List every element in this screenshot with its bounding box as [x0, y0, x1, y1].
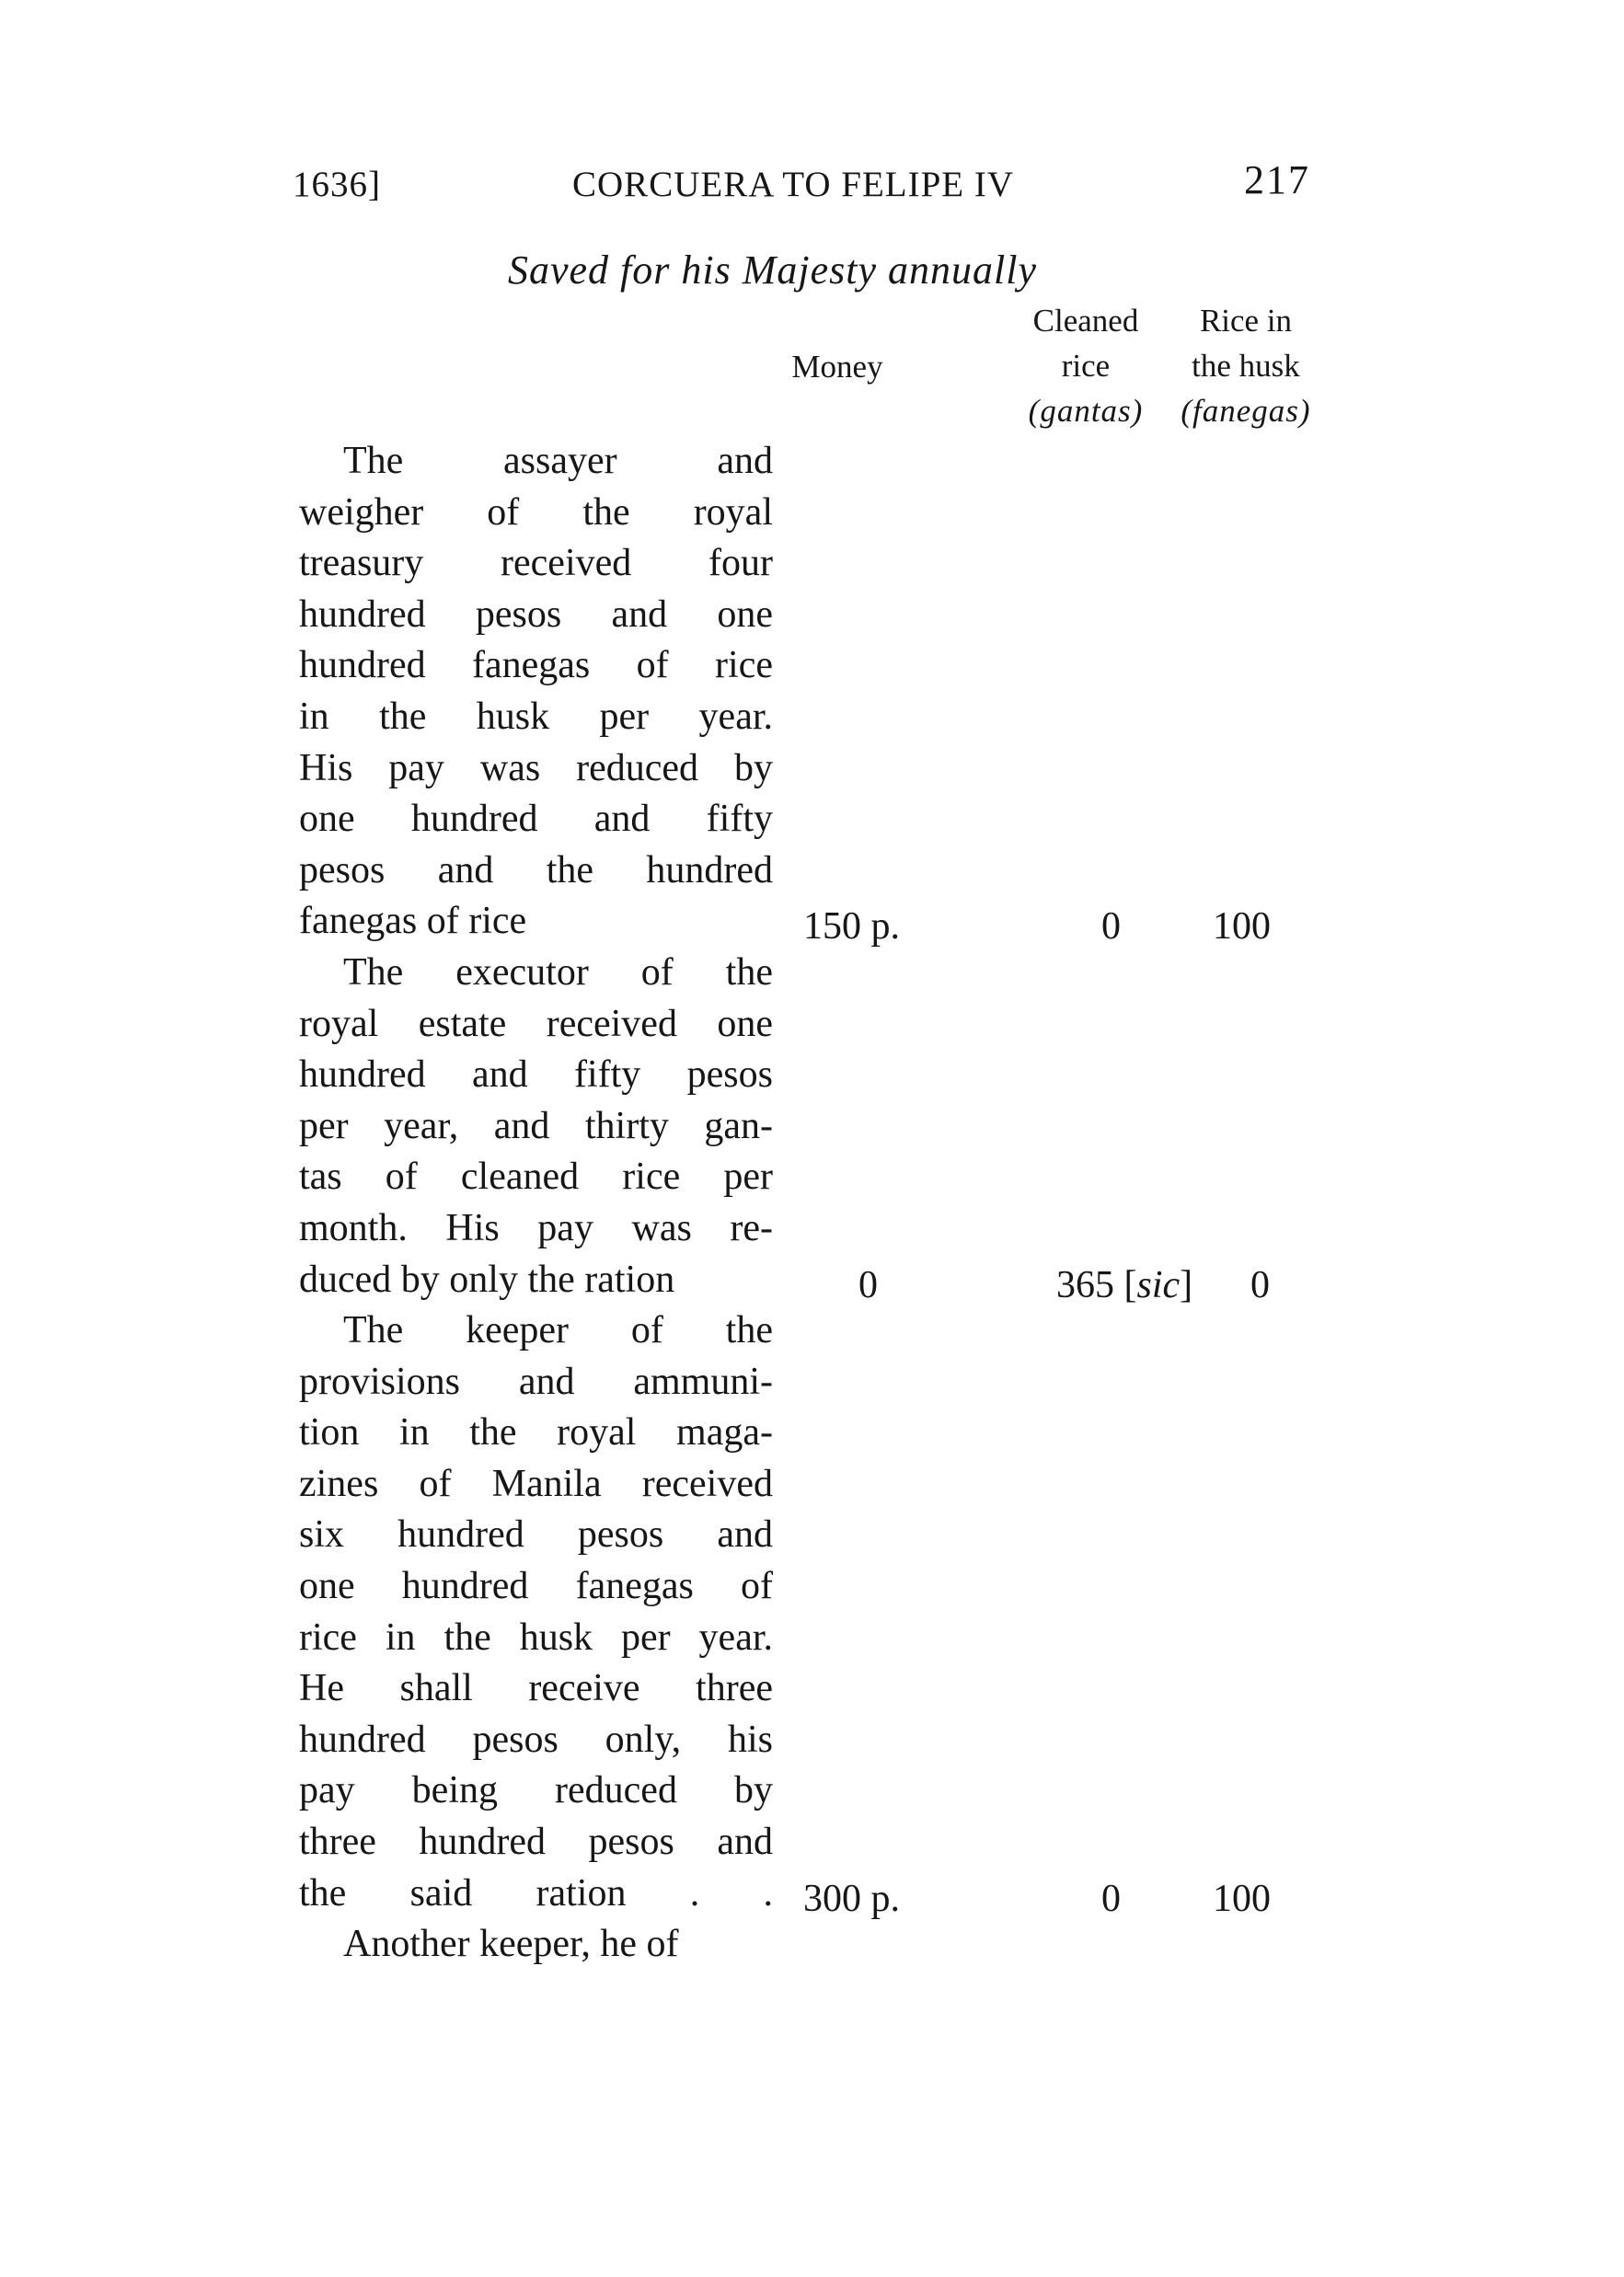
column-header-husk-unit: (fanegas): [1181, 393, 1311, 429]
entry-line: fanegas of rice: [299, 900, 527, 943]
entry-line: hundred and fifty pesos: [299, 1053, 773, 1097]
table-title: Saved for his Majesty annually: [508, 247, 1038, 293]
entry-line: weigher of the royal: [299, 490, 773, 534]
entry-line: hundred pesos only, his: [299, 1718, 773, 1761]
entry-assayer-text: [299, 436, 773, 948]
entry-line: month. His pay was re-: [299, 1206, 773, 1249]
entry-line: rice in the husk per year.: [299, 1616, 773, 1659]
entry-executor-money: 0: [858, 1264, 878, 1306]
column-header-cleaned-line2: rice: [1061, 348, 1111, 384]
entry-keeper-money: 300 p.: [803, 1878, 900, 1920]
column-header-cleaned-rice: [1010, 298, 1161, 433]
entry-executor-husk: 0: [1250, 1264, 1270, 1306]
entry-line: tas of cleaned rice per: [299, 1156, 773, 1199]
page-number: 217: [1244, 157, 1310, 202]
entry-assayer-cleaned: 0: [1101, 905, 1121, 948]
entry-line: He shall receive three: [299, 1667, 773, 1710]
entry-line: duced by only the ration: [299, 1258, 675, 1301]
entry-line: one hundred fanegas of: [299, 1564, 773, 1607]
entry-executor-cleaned-value: 365: [1056, 1264, 1114, 1306]
entry-line: tion in the royal maga-: [299, 1411, 773, 1455]
entry-line: per year, and thirty gan-: [299, 1104, 773, 1147]
entry-line: royal estate received one: [299, 1002, 773, 1045]
column-header-money-label: Money: [791, 349, 883, 385]
entry-line: the said ration . .: [299, 1871, 773, 1915]
column-header-husk-line2: the husk: [1192, 348, 1300, 384]
entry-line: six hundred pesos and: [299, 1513, 773, 1557]
entry-line: one hundred and fifty: [299, 798, 773, 841]
entry-line: three hundred pesos and: [299, 1820, 773, 1863]
page-header-date: 1636]: [293, 165, 381, 204]
column-header-cleaned-unit: (gantas): [1028, 393, 1144, 429]
column-header-husk-line1: Rice in: [1199, 303, 1293, 339]
entry-executor-text: [299, 948, 773, 1305]
entry-line: in the husk per year.: [299, 695, 773, 738]
entry-line: Another keeper, he of: [343, 1923, 679, 1965]
entry-line: His pay was reduced by: [299, 746, 773, 789]
entry-line: hundred fanegas of rice: [299, 644, 773, 687]
entry-line: pesos and the hundred: [299, 848, 773, 891]
entry-line: provisions and ammuni-: [299, 1360, 773, 1403]
entry-another-keeper-text: [299, 1919, 773, 1971]
page-header-title: CORCUERA TO FELIPE IV: [572, 165, 1015, 204]
entry-assayer-husk: 100: [1213, 905, 1271, 948]
entry-line: The assayer and: [343, 440, 773, 482]
entry-line: hundred pesos and one: [299, 592, 773, 636]
entry-assayer-money: 150 p.: [803, 905, 900, 948]
entry-keeper-cleaned: 0: [1101, 1878, 1121, 1920]
column-header-cleaned-line1: Cleaned: [1032, 303, 1139, 339]
column-header-money: [764, 344, 911, 389]
entry-executor-sic-note: sic: [1136, 1264, 1181, 1306]
column-header-rice-in-husk: [1165, 298, 1327, 433]
entry-line: The keeper of the: [343, 1309, 773, 1351]
entry-executor-cleaned: 365 [sic]: [1056, 1264, 1193, 1306]
entry-keeper-husk: 100: [1213, 1878, 1271, 1920]
entry-line: zines of Manila received: [299, 1462, 773, 1505]
entry-line: treasury received four: [299, 542, 773, 585]
entry-line: pay being reduced by: [299, 1769, 773, 1812]
entry-keeper-text: [299, 1305, 773, 1919]
entry-line: The executor of the: [343, 951, 773, 994]
